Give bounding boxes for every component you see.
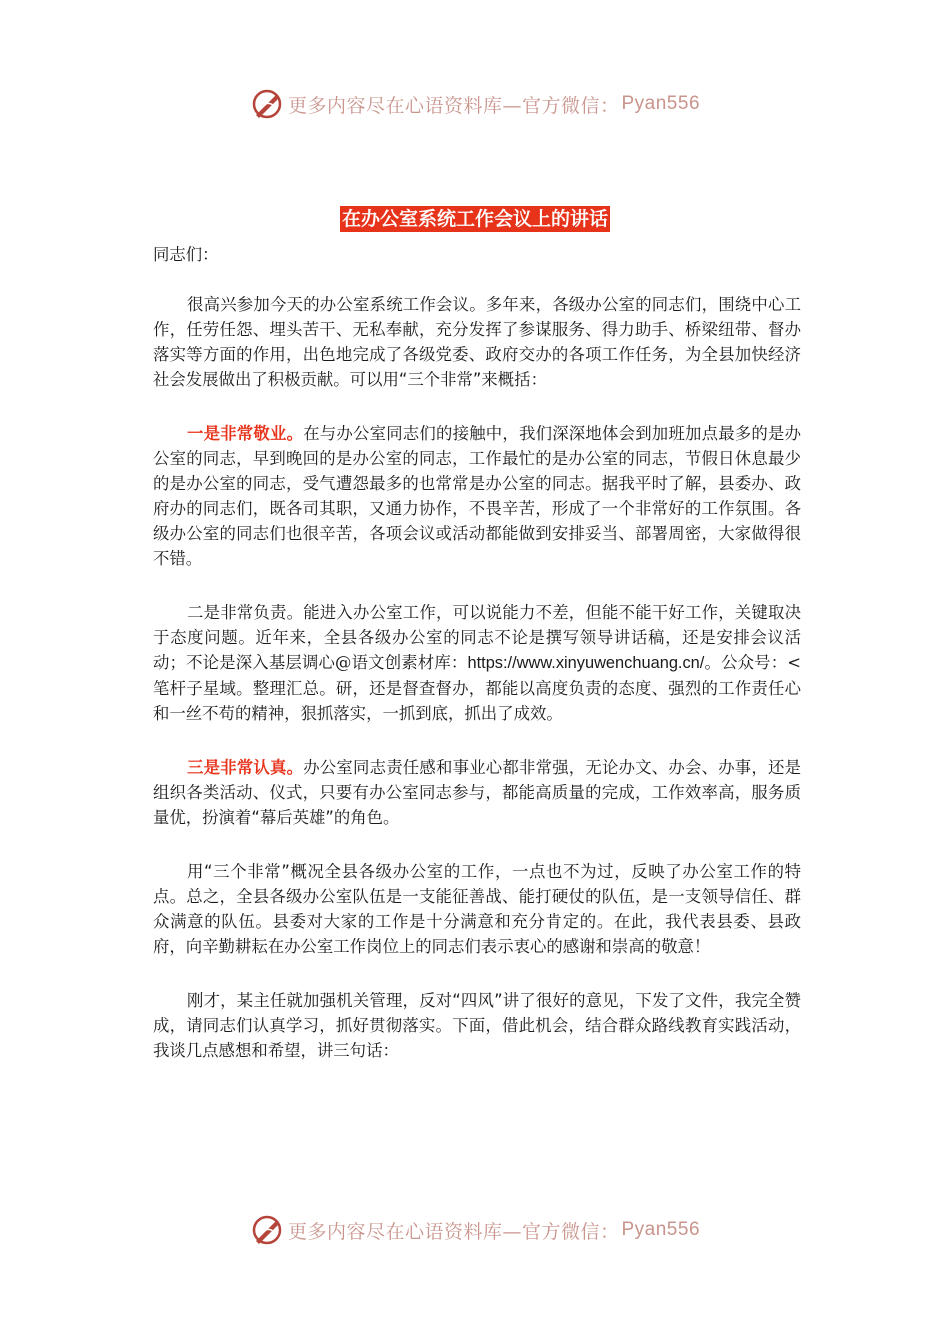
- salutation: 同志们：: [153, 245, 219, 264]
- paragraph-point-3: [153, 755, 801, 830]
- paragraph-point-1: [153, 421, 801, 571]
- source-url: https://www.xinyuwenchuang.cn/: [467, 654, 705, 672]
- pen-logo-icon: [250, 1213, 284, 1247]
- pen-logo-icon: [250, 87, 284, 121]
- paragraph-text: 用“三个非常”概况全县各级办公室的工作，一点也不为过，反映了办公室工作的特点。总之，全县各级办公室队伍是一支能征善战、能打硬仗的队伍，是一支领导信任、群众满意的队伍。县委对大家的工作是十分满意和充分肯定的。在此，我代表县委、县政府，向辛勤耕耘在办公室工作岗位上的同志们表示衷心的感谢和崇高的敬意！: [153, 862, 801, 956]
- watermark-handle: Pyan556: [621, 1219, 701, 1240]
- paragraph-text: 很高兴参加今天的办公室系统工作会议。多年来，各级办公室的同志们，围绕中心工作，任劳任怨、埋头苦干、无私奉献，充分发挥了参谋服务、得力助手、桥梁纽带、督办落实等方面的作用，出色地完成了各级党委、政府交办的各项工作任务，为全县加快经济社会发展做出了积极贡献。可以用“三个非常”来概括：: [153, 295, 801, 389]
- paragraph-transition: [153, 988, 801, 1063]
- paragraph-lead: 三是非常认真。: [187, 758, 304, 777]
- paragraph-summary: [153, 859, 801, 959]
- document-body: [153, 242, 801, 1092]
- document-title: 在办公室系统工作会议上的讲话: [341, 208, 608, 230]
- paragraph-tail: 。公众号：<笔杆子星域。整理汇总。研，还是督查督办，都能以高度负责的态度、强烈的工作责任心和一丝不苟的精神，狠抓落实，一抓到底，抓出了成效。: [153, 653, 802, 723]
- paragraph-intro: [153, 292, 801, 392]
- watermark-text: 更多内容尽在心语资料库—官方微信：: [287, 94, 620, 117]
- footer-watermark: [0, 1210, 950, 1250]
- paragraph-text: 在与办公室同志们的接触中，我们深深地体会到加班加点最多的是办公室的同志，早到晚回的是办公室的同志，工作最忙的是办公室的同志，节假日休息最少的是办公室的同志，受气遭怨最多的也常常是办公室的同志。据我平时了解，县委办、政府办的同志们，既各司其职，又通力协作，不畏辛苦，形成了一个非常好的工作氛围。各级办公室的同志们也很辛苦，各项会议或活动都能做到安排妥当、部署周密，大家做得很不错。: [153, 424, 801, 568]
- paragraph-text: 刚才，某主任就加强机关管理，反对“四风”讲了很好的意见，下发了文件，我完全赞成，请同志们认真学习，抓好贯彻落实。下面，借此机会，结合群众路线教育实践活动，我谈几点感想和希望，讲三句话：: [153, 991, 801, 1060]
- paragraph-point-2: [153, 600, 801, 726]
- header-watermark: [0, 84, 950, 124]
- paragraph-text: 二是非常负责。能进入办公室工作，可以说能力不差，但能不能干好工作，关键取决于态度问题。近年来，全县各级办公室的同志不论是撰写领导讲话稿，还是安排会议活动；不论是深入基层调心@语文创素材库：: [153, 603, 801, 672]
- paragraph-text: 办公室同志责任感和事业心都非常强，无论办文、办会、办事，还是组织各类活动、仪式，只要有办公室同志参与，都能高质量的完成，工作效率高，服务质量优，扮演着“幕后英雄”的角色。: [153, 758, 801, 827]
- paragraph-lead: 一是非常敬业。: [187, 424, 304, 443]
- watermark-text: 更多内容尽在心语资料库—官方微信：: [287, 1220, 620, 1243]
- watermark-handle: Pyan556: [621, 93, 701, 114]
